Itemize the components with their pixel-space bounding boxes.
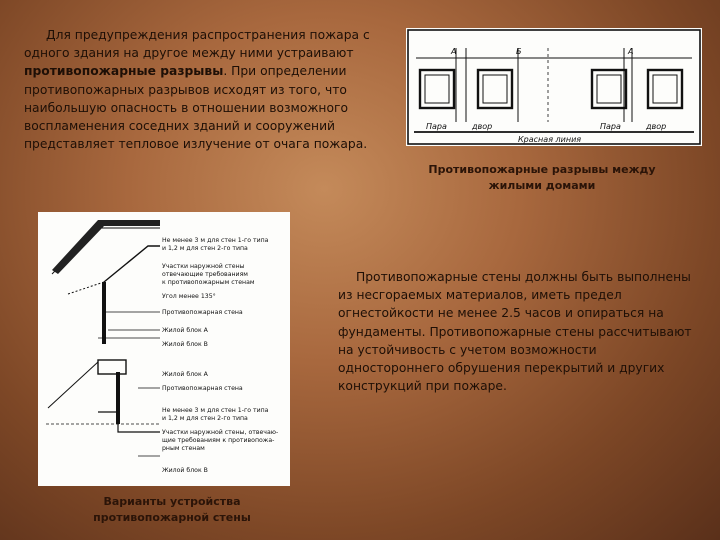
intro-text-end: . При определении противопожарных разрывов исходят из того, что наибольшую опасность в отношении возможного воспламенения соседних зданий и сооружений представляет тепловое излучение от очага пожара. xyxy=(24,64,368,152)
label-left-paru: Пара xyxy=(426,122,447,131)
lower-block-top xyxy=(98,360,126,374)
upper-diagonal xyxy=(104,246,160,282)
label-block-a-upper: Жилой блок А xyxy=(162,327,208,334)
label-distance-lower-2: и 1,2 м для стен 2-го типа xyxy=(162,415,248,422)
label-wall-lower-3: рным стенам xyxy=(162,445,205,452)
caption-fire-gaps: Противопожарные разрывы между жилыми домами xyxy=(428,163,656,192)
label-angle: Угол менее 135° xyxy=(162,293,216,300)
label-fire-wall-lower: Противопожарная стена xyxy=(162,385,243,392)
label-b: Б xyxy=(516,47,522,56)
house-left-1-inner xyxy=(425,75,449,103)
fire-gap-diagram-svg xyxy=(406,28,702,146)
label-block-v-upper: Жилой блок В xyxy=(162,341,208,348)
label-wall-section-2: отвечающие требованиям xyxy=(162,271,248,278)
label-a-left: А xyxy=(451,47,457,56)
label-block-v-lower: Жилой блок В xyxy=(162,467,208,474)
label-red-line: Красная линия xyxy=(518,135,582,144)
label-wall-lower-2: щие требованиям к противопожа- xyxy=(162,437,275,444)
intro-paragraph xyxy=(24,26,374,153)
fire-wall-diagram-svg xyxy=(38,212,290,486)
fire-wall-labels xyxy=(162,237,278,474)
caption-fire-walls: Варианты устройства противопожарной стены xyxy=(93,495,251,524)
label-block-a-lower: Жилой блок А xyxy=(162,371,208,378)
label-right-dvor: двор xyxy=(646,122,667,131)
house-right-2-inner xyxy=(653,75,677,103)
label-wall-section-1: Участки наружной стены xyxy=(162,263,245,270)
label-distance-2: и 1,2 м для стен 2-го типа xyxy=(162,245,248,252)
upper-outline xyxy=(52,228,160,274)
fire-wall-paragraph: Противопожарные стены должны быть выполнены из несгораемых материалов, иметь предел огнестойкости не менее 2.5 часов и опираться на фундаменты. Противопожарные стены рассчитывают на устойчивость с учетом возможности одностороннего обрушения перекрытий и других конструкций при пожаре. xyxy=(338,270,692,394)
fire-gap-diagram xyxy=(406,28,702,146)
label-wall-section-3: к противопожарным стенам xyxy=(162,279,255,286)
label-distance-lower-1: Не менее 3 м для стен 1-го типа xyxy=(162,407,269,414)
label-left-dvor: двор xyxy=(472,122,493,131)
fire-wall-diagram xyxy=(38,212,290,486)
label-distance-1: Не менее 3 м для стен 1-го типа xyxy=(162,237,269,244)
label-fire-wall-upper: Противопожарная стена xyxy=(162,309,243,316)
lower-outline xyxy=(98,412,160,432)
label-right-paru: Пара xyxy=(600,122,621,131)
lower-diagonal xyxy=(48,362,98,408)
house-right-1-inner xyxy=(597,75,621,103)
house-left-2-inner xyxy=(483,75,507,103)
intro-bold-term: противопожарные разрывы xyxy=(24,64,224,79)
label-wall-lower-1: Участки наружной стены, отвечаю- xyxy=(162,429,279,436)
upper-angle-line xyxy=(68,282,104,294)
intro-text-start: Для предупреждения распространения пожара с одного здания на другое между ними устраивают xyxy=(24,28,370,61)
label-a-right: А xyxy=(628,47,634,56)
